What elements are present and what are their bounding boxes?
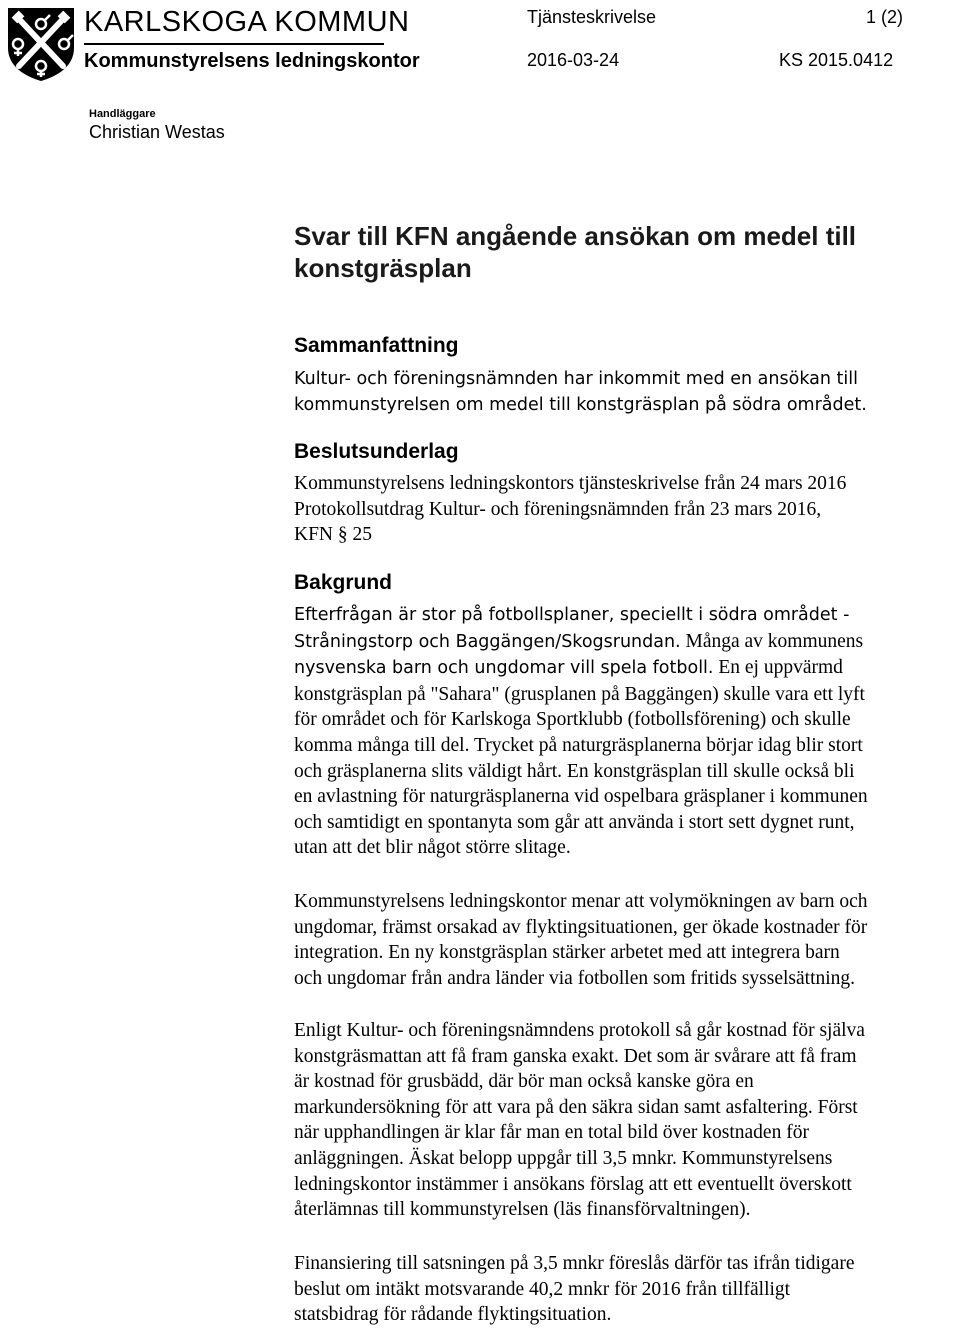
- paragraph-line: beslut om intäkt motsvarande 40,2 mnkr för 2016 från tillfälligt: [294, 1278, 791, 1300]
- title-line: Svar till KFN angående ansökan om medel till: [294, 221, 857, 251]
- summary-line: kommunstyrelsen om medel till konstgräsplan på södra området.: [294, 394, 867, 415]
- background-line: utan att det blir något större slitage.: [294, 837, 571, 859]
- background-line: och samtidigt en spontanyta som går att använda i stort sett dygnet runt,: [294, 811, 855, 833]
- summary-line: Kultur- och föreningsnämnden har inkommit med en ansökan till: [294, 369, 858, 389]
- background-line: nysvenska barn och ungdomar vill spela fotboll.: [294, 658, 714, 679]
- basis-item: Protokollsutdrag Kultur- och föreningsnämnden från 23 mars 2016,: [294, 498, 822, 520]
- summary-text: [294, 367, 958, 418]
- background-line-tail: Många av kommunens: [680, 630, 864, 652]
- basis-item: KFN § 25: [294, 524, 373, 546]
- basis-heading: Beslutsunderlag: [294, 440, 459, 463]
- background-line: och gräsplanerna slits väldigt hårt. En konstgräsplan till skulle också bli: [294, 760, 855, 782]
- paragraph-line: Kommunstyrelsens ledningskontor menar att volymökningen av barn och: [294, 891, 868, 912]
- paragraph-line: statsbidrag för rådande flyktingsituation.: [294, 1304, 612, 1326]
- brand-divider: [84, 43, 384, 45]
- karlskoga-coat-of-arms-icon: [2, 4, 80, 82]
- paragraph-financing: [294, 1251, 958, 1328]
- background-line: komma många till del. Trycket på naturgräsplanerna börjar idag blir stort: [294, 734, 863, 756]
- page-title: [294, 220, 958, 284]
- organization-name: KARLSKOGA KOMMUN: [84, 6, 410, 38]
- paragraph-line: Finansiering till satsningen på 3,5 mnkr föreslås därför tas ifrån tidigare: [294, 1253, 855, 1274]
- paragraph-line: Enligt Kultur- och föreningsnämndens protokoll så går kostnad för själva: [294, 1020, 865, 1041]
- paragraph-integration: [294, 889, 958, 991]
- document-reference: KS 2015.0412: [779, 50, 894, 70]
- paragraph-line: markundersökning för att vara på den säkra sidan samt asfaltering. Först: [294, 1096, 858, 1118]
- background-line: för området och för Karlskoga Sportklubb (fotbollsförening) och skulle: [294, 709, 851, 731]
- background-line-tail: En ej uppvärmd: [713, 657, 843, 679]
- basis-list: [294, 471, 958, 548]
- handler-name: Christian Westas: [89, 122, 225, 142]
- paragraph-line: återlämnas till kommunstyrelsen (läs finansförvaltningen).: [294, 1199, 751, 1221]
- paragraph-line: är kostnad för grusbädd, där bör man också kanske göra en: [294, 1071, 754, 1093]
- summary-heading: Sammanfattning: [294, 334, 459, 357]
- background-heading: Bakgrund: [294, 571, 393, 594]
- organization-unit: Kommunstyrelsens ledningskontor: [84, 50, 420, 72]
- document-type: Tjänsteskrivelse: [527, 7, 657, 27]
- background-line: konstgräsplan på "Sahara" (grusplanen på Baggängen) skulle vara ett lyft: [294, 683, 865, 705]
- paragraph-costs: [294, 1018, 958, 1223]
- paragraph-line: konstgräsmattan att få fram ganska exakt. Det som är svårare att få fram: [294, 1045, 857, 1067]
- background-line: Stråningstorp och Baggängen/Skogsrundan.: [294, 631, 681, 652]
- title-line: konstgräsplan: [294, 253, 472, 283]
- paragraph-line: anläggningen. Äskat belopp uppgår till 3,5 mnkr. Kommunstyrelsens: [294, 1147, 833, 1169]
- page-number: 1 (2): [866, 7, 904, 27]
- paragraph-line: ungdomar, främst orsakad av flyktingsituationen, ger ökade kostnader för: [294, 916, 868, 938]
- background-line: Efterfrågan är stor på fotbollsplaner, speciellt i södra området -: [294, 605, 850, 625]
- basis-item: Kommunstyrelsens ledningskontors tjänsteskrivelse från 24 mars 2016: [294, 473, 847, 494]
- paragraph-line: ledningskontor instämmer i ansökans förslag att ett eventuellt överskott: [294, 1173, 852, 1195]
- background-text: [294, 603, 958, 861]
- handler-label: Handläggare: [89, 108, 156, 120]
- document-date: 2016-03-24: [527, 50, 620, 70]
- paragraph-line: och ungdomar från andra länder via fotbollen som fritids sysselsättning.: [294, 967, 856, 989]
- background-line: en avlastning för naturgräsplanerna vid ospelbara gräsplaner i kommunen: [294, 786, 868, 808]
- paragraph-line: integration. En ny konstgräsplan stärker arbetet med att integrera barn: [294, 942, 840, 964]
- paragraph-line: när upphandlingen är klar får man en total bild över kostnaden för: [294, 1122, 809, 1144]
